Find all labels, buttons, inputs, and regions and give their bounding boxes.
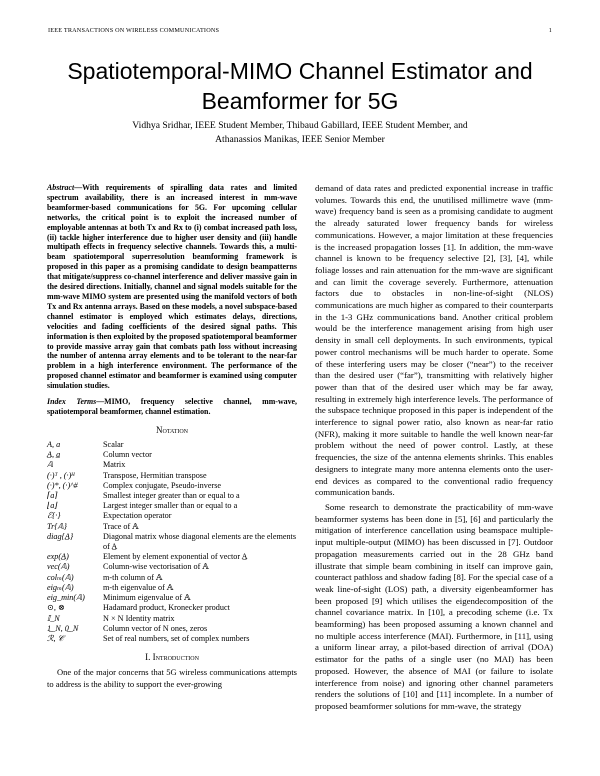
notation-symbol: exp(A̲) <box>47 552 69 562</box>
notation-row <box>47 583 297 593</box>
notation-description: Diagonal matrix whose diagonal elements are the elements of A̲ <box>103 531 297 552</box>
paper-title: Spatiotemporal-MIMO Channel Estimator and Beamformer for 5G <box>67 58 533 114</box>
notation-symbol: colₘ(𝔸) <box>47 572 74 582</box>
notation-row <box>47 511 297 521</box>
notation-row <box>47 593 297 603</box>
notation-row <box>47 603 297 613</box>
notation-symbol: 𝕀_N <box>47 613 60 623</box>
index-terms-lead: Index Terms <box>47 397 97 407</box>
notation-symbol: 1̲_N, 0̲_N <box>47 623 79 633</box>
notation-description: Scalar <box>103 440 124 450</box>
page-number: 1 <box>548 27 552 34</box>
notation-symbol: vec(𝔸) <box>47 562 70 572</box>
authors-line-2: Athanassios Manikas, IEEE Senior Member <box>215 134 385 145</box>
notation-symbol: ℛ, 𝒞 <box>47 633 64 643</box>
notation-row <box>47 450 297 460</box>
abstract-lead: Abstract <box>47 183 75 192</box>
intro-paragraph-1-start: One of the major concerns that 5G wireless communications attempts to address is the ability to support the ever-growing <box>47 667 297 689</box>
notation-symbol: eigₘ(𝔸) <box>47 582 74 592</box>
notation-symbol: eig_min(𝔸) <box>47 593 85 603</box>
notation-symbol: A, a <box>47 440 61 450</box>
index-terms-text: —MIMO, frequency selective channel, mm-wave, spatiotemporal beamformer, channel estimation. <box>47 397 298 416</box>
notation-description: Largest integer smaller than or equal to a <box>103 501 238 511</box>
notation-row <box>47 460 297 470</box>
notation-symbol: ⌈a⌉ <box>47 491 58 501</box>
notation-row <box>47 491 297 501</box>
abstract-text: —With requirements of spiralling data rates and limited spectrum availability, there is an increased interest in mm-wave beamformer-based communications for 5G. For upcoming cellular networks, the critical point is to exploit the increased number of employable antennas at both Tx and Rx to (i) combat increased path loss, (ii) tackle higher interference due to higher user density and (iii) handle multipath effects in frequency selective channels. Towards this, a multi-beam spatiotemporal superresolution beamforming framework is proposed in this paper as a promising candidate to design beampatterns that mitigate/suppress co-channel interference and deliver massive gain in the desired directions. Initially, channel and signal models suitable for the mm-wave MIMO system are presented using the manifold vectors of both Tx and Rx antenna arrays. Based on these models, a novel subspace-based channel estimator is employed which estimates delays, directions, velocities and fading coefficients of the desired signal paths. This information is then exploited by the proposed spatiotemporal beamformer to provide massive array gain that combats path loss without increasing the number of antenna array elements and to be tolerant to the near-far problem in a high interference environment. The performance of the proposed channel estimator and beamformer is examined using computer simulation studies. <box>47 183 297 391</box>
notation-description: Hadamard product, Kronecker product <box>103 603 230 613</box>
left-column <box>47 183 297 690</box>
notation-symbol: (·)*, (·)^# <box>47 480 78 490</box>
notation-symbol: ℰ{·} <box>47 511 61 521</box>
notation-description: Column vector of N ones, zeros <box>103 623 208 633</box>
notation-description: m-th eigenvalue of 𝔸 <box>103 582 174 592</box>
notation-row <box>47 562 297 572</box>
notation-description: Smallest integer greater than or equal to a <box>103 491 240 501</box>
notation-row <box>47 481 297 491</box>
notation-description: Transpose, Hermitian transpose <box>103 470 207 480</box>
notation-symbol: diag{A̲} <box>47 531 74 541</box>
notation-row <box>47 614 297 624</box>
journal-name: IEEE TRANSACTIONS ON WIRELESS COMMUNICATIONS <box>48 27 220 34</box>
notation-row <box>47 532 297 552</box>
introduction-heading: I. Introduction <box>145 652 199 663</box>
notation-heading: Notation <box>155 424 188 435</box>
notation-description: Complex conjugate, Pseudo-inverse <box>103 480 222 490</box>
notation-description: Expectation operator <box>103 511 172 521</box>
author-block <box>40 119 560 147</box>
notation-row <box>47 522 297 532</box>
notation-description: m-th column of 𝔸 <box>103 572 163 582</box>
notation-row <box>47 552 297 562</box>
intro-paragraph-1-continued: demand of data rates and predicted exponential increase in traffic volumes. Towards this end, the unutilised millimetre wave (mm-wave) frequency band is seen as a promising candidate to augment the already saturated lower frequency bands for wireless communications. However, a major limitation at these frequencies is the increased propagation losses [1]. In addition, the mm-wave channel is known to be frequency selective [2], [3], [4], while foliage losses and rain attenuation for the mm-wave are significant and can limit the coverage severely. Furthermore, attenuation factors due to obstacles in non-line-of-sight (NLOS) communications are much higher as compared to their counterparts in the 1-3 GHz communications band. Another critical problem would be the interference management arising from high user density in small cell deployments. In such environments, typical power control mechanisms will be much harder to operate. Some of these interfering users may be closer (“near”) to the receiver than the desired user (“far”), transmitting with relatively higher power than that of the desired user which may be far away, resulting in extremely high interference levels. The performance of the subspace technique proposed in this paper is independent of the interference to signal power ratio, also known as near-far ratio (NFR), making it more suitable to handle the well known near-far problem without the need of power control. Lastly, at these frequencies, the size of the antenna elements shrinks. This enables designers to integrate many more antenna elements onto the user-end devices as compared to the conventional radio frequency communication bands. <box>315 183 553 498</box>
notation-symbol: ⌊a⌋ <box>47 501 58 511</box>
notation-row <box>47 440 297 450</box>
notation-symbol: Tr{𝔸} <box>47 521 67 531</box>
notation-symbol: ⊙, ⊗ <box>47 603 65 613</box>
index-terms <box>47 397 297 417</box>
notation-row <box>47 634 297 644</box>
running-header <box>48 27 552 37</box>
notation-description: Column vector <box>103 450 152 460</box>
notation-description: Minimum eigenvalue of 𝔸 <box>103 593 191 603</box>
abstract <box>47 183 297 391</box>
notation-row <box>47 573 297 583</box>
notation-description: Trace of 𝔸 <box>103 521 139 531</box>
notation-description: Element by element exponential of vector A̲ <box>103 552 248 562</box>
notation-symbol: 𝔸 <box>47 460 54 470</box>
notation-row <box>47 471 297 481</box>
intro-paragraph-2: Some research to demonstrate the practicability of mm-wave beamformer systems has been done in [5], [6] and particularly the mitigation of interference cancellation using beamspace multiple-input multiple-output (MIMO) has been discussed in [7]. Outdoor propagation measurements carried out in the 28 GHz band illustrate that simple beam combining in itself can improve gain, counteract pathloss and shadow fading [8]. For the special case of a weak line-of-sight (LOS) path, a diversity eigenbeamformer has been proposed [9] which utilises the eigendecomposition of the channel covariance matrix. In [10], a precoding scheme (i.e. Tx beamforming) has been proposed assuming a known channel and no multiple access interference (MAI). Furthermore, in [11], using a uniform linear array, a pilot-based direction of arrival (DOA) estimator for the paths of a single user (no MAI) has been proposed. However, the absence of MAI (or failure to isolate interference from noise) and ignoring other channel parameters renders the solutions of [10] and [11] incomplete. In a number of proposed beamformer solutions for mm-wave, the strategy <box>315 501 553 711</box>
notation-description: Set of real numbers, set of complex numbers <box>103 633 250 643</box>
notation-description: Matrix <box>103 460 126 470</box>
notation-table <box>47 440 297 644</box>
notation-description: N × N Identity matrix <box>103 613 175 623</box>
notation-row <box>47 624 297 634</box>
notation-description: Column-wise vectorisation of 𝔸 <box>103 562 209 572</box>
authors-line-1: Vidhya Sridhar, IEEE Student Member, Thibaud Gabillard, IEEE Student Member, and <box>132 120 468 131</box>
notation-symbol: A̲, a̲ <box>47 450 61 460</box>
notation-symbol: (·)ᵀ , (·)ᴴ <box>47 470 75 480</box>
notation-row <box>47 501 297 511</box>
right-column <box>315 183 553 713</box>
